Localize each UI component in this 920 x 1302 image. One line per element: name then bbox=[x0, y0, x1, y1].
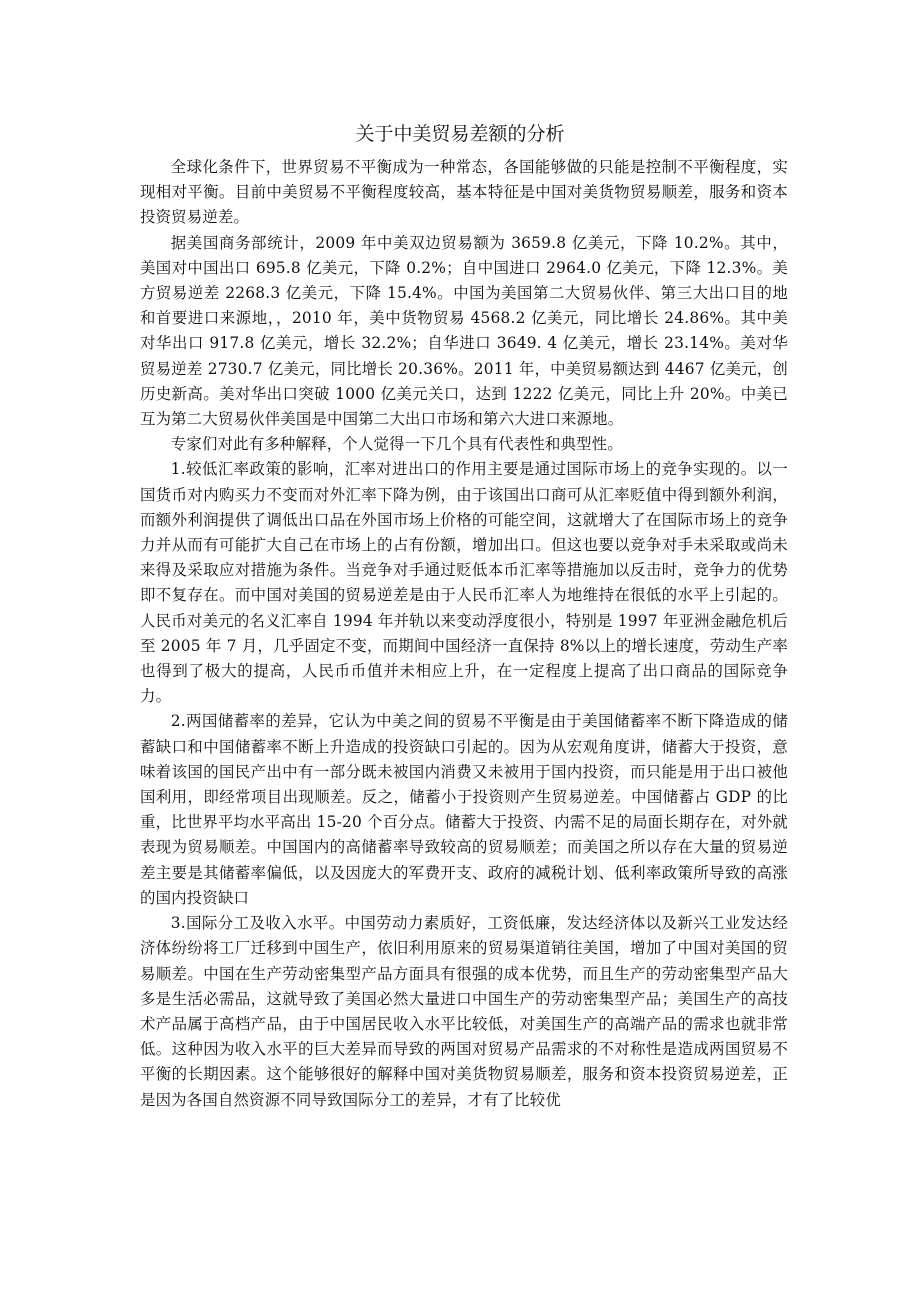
paragraph-savings-rate: 2.两国储蓄率的差异，它认为中美之间的贸易不平衡是由于美国储蓄率不断下降造成的储蓄缺口和中国储蓄率不断上升造成的投资缺口引起的。因为从宏观角度讲，储蓄大于投资，意味着该国的国民产出中有一部分既未被国内消费又未被用于国内投资，而只能是用于出口被他国利用，即经常项目出现顺差。反之，储蓄小于投资则产生贸易逆差。中国储蓄占 GDP 的比重，比世界平均水平高出 15-20 个百分点。储蓄大于投资、内需不足的局面长期存在，对外就表现为贸易顺差。中国国内的高储蓄率导致较高的贸易顺差；而美国之所以存在大量的贸易逆差主要是其储蓄率偏低，以及因庞大的军费开支、政府的减税计划、低利率政策所导致的高涨的国内投资缺口 bbox=[140, 712, 788, 907]
paragraph-intro: 全球化条件下，世界贸易不平衡成为一种常态，各国能够做的只能是控制不平衡程度，实现相对平衡。目前中美贸易不平衡程度较高，基本特征是中国对美货物贸易顺差，服务和资本投资贸易逆差。 bbox=[140, 158, 788, 227]
paragraph-division-of-labor: 3.国际分工及收入水平。中国劳动力素质好，工资低廉，发达经济体以及新兴工业发达经济体纷纷将工厂迁移到中国生产，依旧利用原来的贸易渠道销往美国，增加了中国对美国的贸易顺差。中国在生产劳动密集型产品方面具有很强的成本优势，而且生产的劳动密集型产品大多是生活必需品，这就导致了美国必然大量进口中国生产的劳动密集型产品；美国生产的高技术产品属于高档产品，由于中国居民收入水平比较低，对美国生产的高端产品的需求也就非常低。这种因为收入水平的巨大差异而导致的两国对贸易产品需求的不对称性是造成两国贸易不平衡的长期因素。这个能够很好的解释中国对美货物贸易顺差，服务和资本投资贸易逆差，正是因为各国自然资源不同导致国际分工的差异，才有了比较优 bbox=[140, 914, 788, 1109]
paragraph-exchange-rate: 1.较低汇率政策的影响，汇率对进出口的作用主要是通过国际市场上的竞争实现的。以一国货币对内购买力不变而对外汇率下降为例，由于该国出口商可从汇率贬值中得到额外利润，而额外利润提供了调低出口品在外国市场上价格的可能空间，这就增大了在国际市场上的竞争力并从而有可能扩大自己在市场上的占有份额，增加出口。但这也要以竞争对手未采取或尚未来得及采取应对措施为条件。当竞争对手通过贬低本币汇率等措施加以反击时，竞争力的优势即不复存在。而中国对美国的贸易逆差是由于人民币汇率人为地维持在很低的水平上引起的。人民币对美元的名义汇率自 1994 年并轨以来变动浮度很小，特别是 1997 年亚洲金融危机后至 2005 年 7 月，几乎固定不变，而期间中国经济一直保持 8%以上的增长速度，劳动生产率也得到了极大的提高，人民币币值并未相应上升，在一定程度上提高了出口商品的国际竞争力。 bbox=[140, 460, 788, 706]
document-body bbox=[140, 155, 788, 1113]
document-title: 关于中美贸易差额的分析 bbox=[355, 123, 565, 145]
paragraph-experts: 专家们对此有多种解释，个人觉得一下几个具有代表性和典型性。 bbox=[170, 435, 623, 454]
paragraph-statistics: 据美国商务部统计，2009 年中美双边贸易额为 3659.8 亿美元，下降 10.2%。其中，美国对中国出口 695.8 亿美元，下降 0.2%；自中国进口 2964.0 亿美元，下降 12.3%。美方贸易逆差 2268.3 亿美元，下降 15.4%。中国为美国第二大贸易伙伴、第三大出口目的地和首要进口来源地，，2010 年，美中货物贸易 4568.2 亿美元，同比增长 24.86%。其中美对华出口 917.8 亿美元，增长 32.2%；自华进口 3649. 4 亿美元，增长 23.14%。美对华贸易逆差 2730.7 亿美元，同比增长 20.36%。2011 年，中美贸易额达到 4467 亿美元，创历史新高。美对华出口突破 1000 亿美元关口，达到 1222 亿美元，同比上升 20%。中美已互为第二大贸易伙伴美国是中国第二大出口市场和第六大进口来源地。 bbox=[140, 233, 788, 429]
